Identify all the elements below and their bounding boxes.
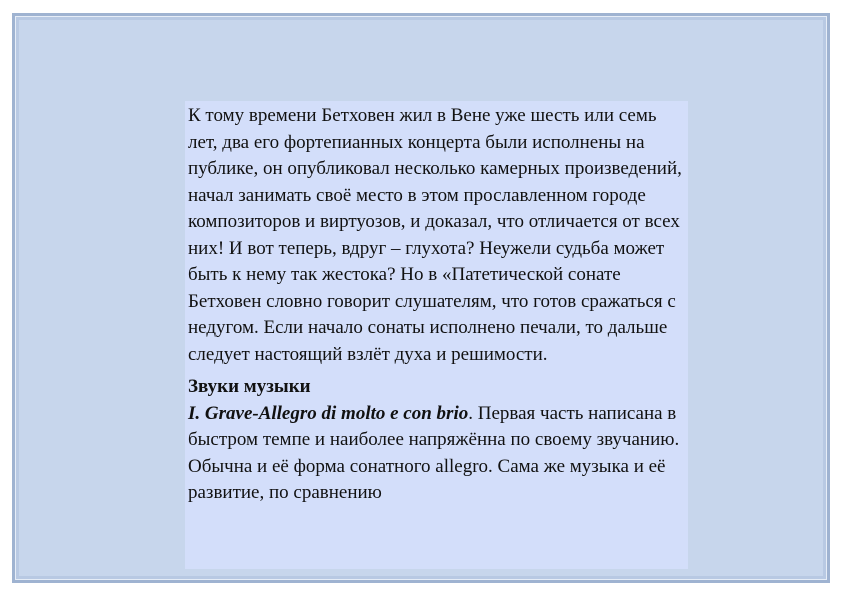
slide-frame bbox=[12, 13, 830, 583]
movement-description: . Первая часть написана в быстром темпе и наиболее напряжённа по своему звучанию. Обычна и её форма сонатного allegro. Сама же музыка и её развитие, по сравнению bbox=[188, 402, 680, 503]
body-paragraph-intro: К тому времени Бетховен жил в Вене уже шесть или семь лет, два его фортепианных концерта были исполнены на публике, он опубликовал несколько камерных произведений, начал занимать своё место в этом прославленном городе композиторов и виртуозов, и доказал, что отличается от всех них! И вот теперь, вдруг – глухота? Неужели судьба может быть к нему так жестока? Но в «Патетической сонате Бетховен словно говорит слушателям, что готов сражаться с недугом. Если начало сонаты исполнено печали, то дальше следует настоящий взлёт духа и решимости. bbox=[188, 105, 682, 365]
text-box bbox=[185, 101, 688, 569]
body-paragraph-movement bbox=[188, 401, 686, 507]
section-heading: Звуки музыки bbox=[188, 376, 311, 397]
movement-title: I. Grave-Allegro di molto e con brio bbox=[188, 402, 469, 424]
